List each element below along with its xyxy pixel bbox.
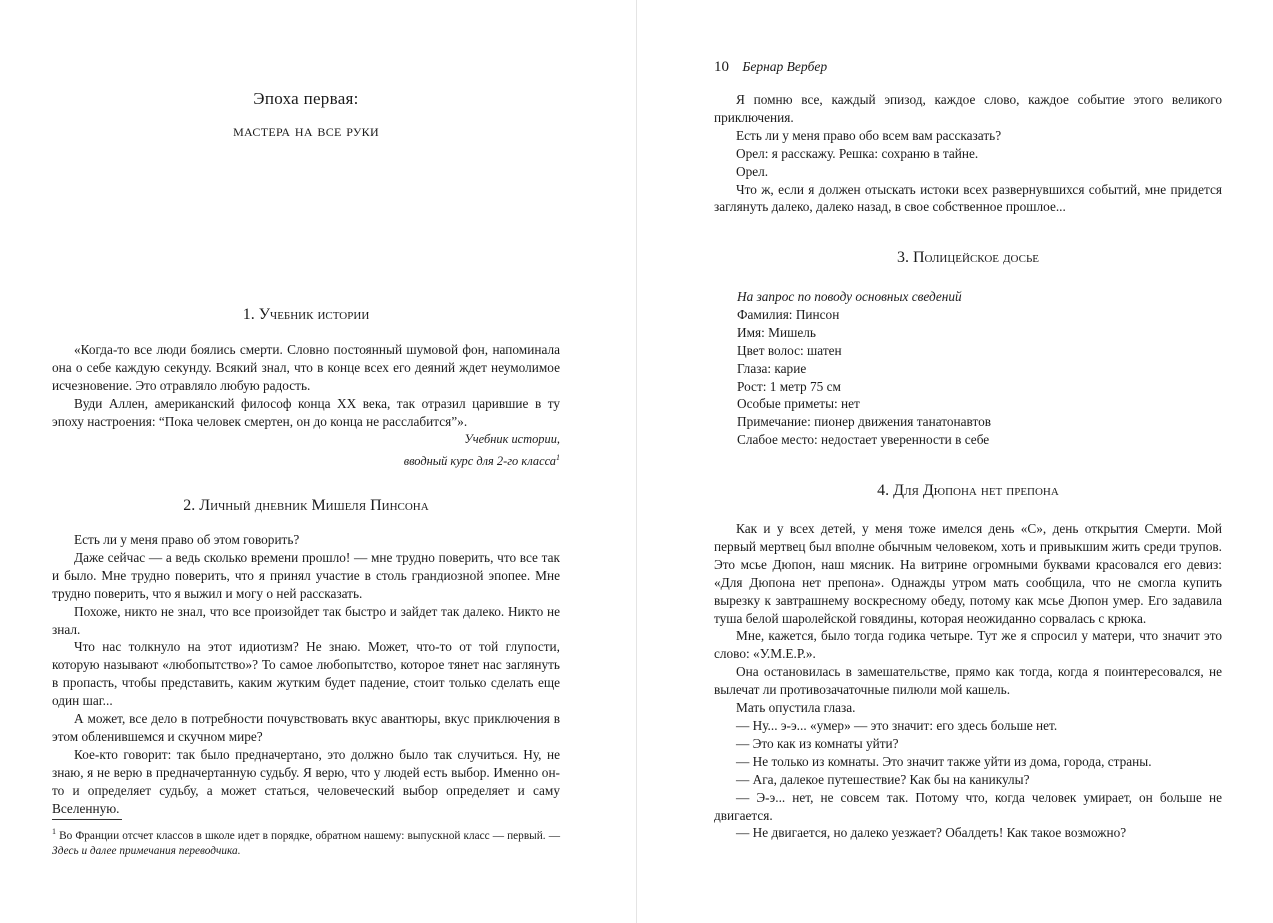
part-title: Эпоха первая:: [253, 89, 359, 108]
attribution-line: [160, 449, 560, 471]
section-heading-1: 1. Учебник истории: [242, 306, 370, 323]
dossier-line: Рост: 1 метр 75 см: [737, 378, 841, 394]
dossier-line: Глаза: карие: [737, 360, 807, 376]
footnote-note: Здесь и далее примечания переводчика.: [52, 845, 241, 858]
attribution-text: вводный курс для 2-го класса: [403, 454, 556, 469]
paragraph: «Когда-то все люди боялись смерти. Словно постоянный шумовой фон, напоминала она о себе каждую секунду. Всякий знал, что в конце всех его деяний ждет неумолимое исчезновение. Это отравляло любую радость.: [52, 342, 560, 393]
paragraph: Орел: я расскажу. Решка: сохраню в тайне.: [736, 145, 979, 161]
section-2-text: [52, 531, 560, 818]
paragraph: Что нас толкнуло на этот идиотизм? Не знаю. Может, что-то от той глупости, которую называют «любопытство»? То самое любопытство, которое тянет нас заглянуть в пропасть, чтобы представить, каким жутким будет падение, стоит только сделать еще один шаг...: [52, 639, 560, 709]
paragraph: Что ж, если я должен отыскать истоки всех развернувшихся событий, мне придется заглянуть далеко, далеко назад, в свое собственное прошлое...: [714, 181, 1222, 215]
paragraph: — Не только из комнаты. Это значит также уйти из дома, города, страны.: [736, 753, 1152, 769]
paragraph: Мне, кажется, было тогда годика четыре. Тут же я спросил у матери, что значит это слово: «У.М.Е.Р.».: [714, 628, 1222, 662]
section-heading-4: 4. Для Дюпона нет препона: [877, 482, 1059, 499]
paragraph: — Ну... э-э... «умер» — это значит: его здесь больше нет.: [736, 717, 1058, 733]
right-page: [637, 0, 1273, 923]
dossier-line: Фамилия: Пинсон: [737, 306, 840, 322]
footnote-number: 1: [52, 827, 56, 836]
paragraph: — Ага, далекое путешествие? Как бы на каникулы?: [736, 771, 1030, 787]
paragraph: — Э-э... нет, не совсем так. Потому что, когда человек умирает, он больше не двигается.: [714, 789, 1222, 823]
paragraph: Она остановилась в замешательстве, прямо как тогда, когда я поинтересовался, не вылечат ли противозачаточные пилюли мой кашель.: [714, 664, 1222, 698]
left-page: [0, 0, 636, 923]
footnote-ref[interactable]: 1: [556, 452, 560, 462]
paragraph: А может, все дело в потребности почувствовать вкус авантюры, вкус приключения в этом обленившемся и скучном мире?: [52, 711, 560, 744]
paragraph: Как и у всех детей, у меня тоже имелся день «С», день открытия Смерти. Мой первый мертвец был вполне обычным человеком, хоть и привыкшим жить среди трупов. Это мсье Дюпон, наш мясник. На витрине огромными буквами красовался его девиз: «Для Дюпона нет препона». Однажды утром мать сообщила, что не смогла купить вырезку к завтрашнему воскресному обеду, потому как мсье Дюпон умер. Его задавила туша белой шаролейской говядины, которая неожиданно сорвалась с крюка.: [714, 521, 1222, 626]
paragraph: Мать опустила глаза.: [736, 700, 856, 716]
dossier-lead: На запрос по поводу основных сведений: [737, 289, 962, 304]
attribution-line: Учебник истории,: [464, 432, 560, 446]
paragraph: Даже сейчас — а ведь сколько времени прошло! — мне трудно поверить, что все так и было. Мне трудно поверить, что я принял участие в столь грандиозной эпопее. Мне трудно поверить, что я выжил и могу о ней рассказать.: [52, 549, 560, 601]
paragraph: Похоже, никто не знал, что все произойдет так быстро и зайдет так далеко. Никто не знал.: [52, 603, 560, 637]
paragraph: Есть ли у меня право об этом говорить?: [74, 532, 300, 547]
intro-text: [714, 91, 1222, 216]
quote-attribution: [160, 431, 560, 471]
section-heading-3: 3. Полицейское досье: [897, 249, 1039, 266]
paragraph: Вуди Аллен, американский философ конца XX века, так отразил царившие в ту эпоху настроения: “Пока человек смертен, он до конца не расслабится”».: [52, 395, 560, 429]
paragraph: — Не двигается, но далеко уезжает? Обалдеть! Как такое возможно?: [736, 825, 1127, 841]
part-subtitle: мастера на все руки: [233, 121, 379, 140]
section-1-text: [52, 341, 560, 431]
paragraph: — Это как из комнаты уйти?: [736, 735, 899, 751]
author-name: Бернар Вербер: [742, 59, 828, 74]
dossier-line: Цвет волос: шатен: [737, 342, 842, 358]
page-number: 10: [714, 59, 729, 75]
footnote-divider: [52, 819, 122, 820]
paragraph: Орел.: [736, 163, 769, 179]
dossier-line: Имя: Мишель: [737, 324, 816, 340]
paragraph: Я помню все, каждый эпизод, каждое слово, каждое событие этого великого приключения.: [714, 92, 1222, 125]
dossier-line: Примечание: пионер движения танатонавтов: [737, 414, 992, 430]
section-4-text: [714, 520, 1222, 842]
running-head: [714, 59, 827, 76]
police-dossier: [714, 288, 1222, 449]
paragraph: Есть ли у меня право обо всем вам рассказать?: [736, 127, 1002, 143]
footnote: [52, 824, 560, 860]
dossier-line: Слабое место: недостает уверенности в себе: [737, 432, 990, 448]
section-heading-2: 2. Личный дневник Мишеля Пинсона: [183, 497, 429, 514]
footnote-text: Во Франции отсчет классов в школе идет в порядке, обратном нашему: выпускной класс — первый. —: [59, 829, 560, 842]
paragraph: Кое-кто говорит: так было предначертано, это должно было так случиться. Ну, не знаю, я не верю в предначертанную судьбу. Я верю, что у людей есть выбор. Именно он-то и определяет судьбу, а может статься, человеческий выбор определяет и саму Вселенную.: [52, 746, 560, 816]
dossier-line: Особые приметы: нет: [737, 396, 860, 412]
